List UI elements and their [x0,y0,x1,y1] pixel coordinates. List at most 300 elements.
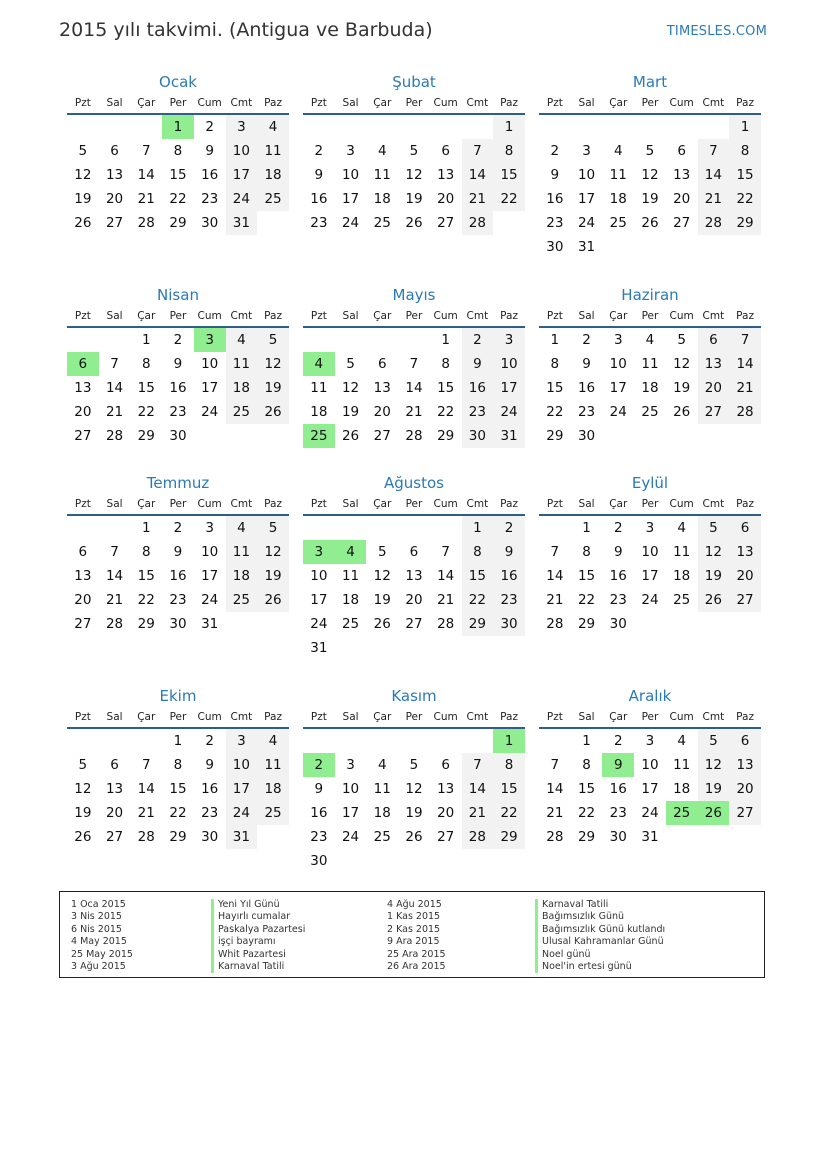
weekday-header [67,93,289,115]
day-cell: 5 [698,729,730,753]
weekday-header [67,494,289,516]
weekday-label: Cum [197,97,222,109]
month-7 [67,472,289,636]
day-cell: 10 [493,352,525,376]
day-cell: 3 [346,757,355,773]
day-cell: 9 [314,781,324,797]
day-cell: 15 [437,380,455,396]
weekday-label: Çar [373,711,392,723]
day-cell: 27 [729,588,761,612]
weekday-label: Cmt [466,97,489,109]
weekday-label: Sal [106,498,123,510]
week-row [303,115,525,139]
day-cell: 29 [546,428,564,444]
empty-day-cell [571,115,603,139]
day-cell: 26 [698,801,730,825]
day-cell: 7 [550,757,560,773]
empty-day-cell [462,729,494,753]
empty-day-cell [398,516,430,540]
weekday-label: Cum [433,97,458,109]
day-cell: 1 [582,733,591,749]
weekday-label: Per [405,310,423,322]
legend-holiday-name: Karnaval Tatili [535,899,665,911]
weekday-label: Paz [736,498,754,510]
weekday-label: Paz [500,498,518,510]
day-cell: 29 [169,829,187,845]
day-cell: 28 [698,211,730,235]
day-cell: 16 [546,191,564,207]
weekday-label: Cmt [466,498,489,510]
weekday-label: Paz [500,97,518,109]
day-cell: 2 [303,753,335,777]
empty-day-cell [366,729,398,753]
empty-day-cell [666,612,698,636]
day-cell: 13 [105,167,124,183]
weekday-header [539,707,761,729]
day-cell: 24 [493,400,525,424]
day-cell: 28 [137,829,155,845]
day-cell: 3 [582,143,591,159]
empty-day-cell [67,328,99,352]
month-name: Aralık [628,687,672,705]
day-cell: 29 [437,428,455,444]
weekday-label: Cmt [466,310,489,322]
empty-day-cell [303,516,335,540]
weekday-label: Çar [373,97,392,109]
empty-day-cell [634,235,666,259]
day-cell: 10 [201,356,219,372]
day-cell: 11 [673,544,691,560]
day-cell: 23 [201,805,219,821]
legend-date: 1 Kas 2015 [387,911,441,923]
day-cell: 4 [226,516,258,540]
week-row [67,801,289,825]
empty-day-cell [335,729,367,753]
weekday-label: Sal [342,310,359,322]
day-cell: 24 [641,805,659,821]
week-row [67,753,289,777]
day-cell: 9 [173,356,183,372]
day-cell: 9 [205,757,214,773]
day-cell: 28 [437,616,455,632]
weekday-label: Pzt [310,711,327,723]
day-cell: 24 [310,616,328,632]
day-cell: 11 [257,753,289,777]
day-cell: 25 [373,829,391,845]
day-cell: 20 [729,777,761,801]
day-cell: 11 [373,781,391,797]
weekday-header [303,707,525,729]
empty-day-cell [666,235,698,259]
day-cell: 17 [201,380,219,396]
day-cell: 19 [673,380,691,396]
day-cell: 6 [78,544,88,560]
day-cell: 19 [698,564,730,588]
day-cell: 12 [257,540,289,564]
weekday-label: Sal [106,711,123,723]
empty-day-cell [602,424,634,448]
day-cell: 29 [577,616,596,632]
empty-day-cell [99,729,131,753]
day-cell: 21 [437,592,455,608]
day-cell: 29 [137,428,155,444]
legend-date: 4 May 2015 [71,936,127,948]
day-cell: 2 [205,119,214,135]
day-cell: 29 [137,616,155,632]
month-name: Kasım [391,687,437,705]
empty-day-cell [130,729,162,753]
week-row [67,211,289,235]
weekday-label: Cum [669,310,694,322]
weekday-label: Cum [197,711,222,723]
day-cell: 31 [310,640,328,656]
legend-holiday-name: Noel'in ertesi günü [535,961,665,973]
day-cell: 23 [310,829,328,845]
day-cell: 20 [105,191,124,207]
day-cell: 27 [673,215,691,231]
day-cell: 21 [405,404,423,420]
day-cell: 3 [645,733,655,749]
empty-day-cell [698,612,730,636]
day-cell: 4 [677,733,686,749]
day-cell: 18 [226,564,258,588]
day-cell: 4 [257,729,289,753]
weekday-label: Pzt [310,498,327,510]
day-cell: 23 [201,191,219,207]
weekday-label: Pzt [546,97,563,109]
day-cell: 5 [346,356,355,372]
weekday-label: Per [169,711,187,723]
day-cell: 12 [257,352,289,376]
day-cell: 11 [609,167,627,183]
month-name: Nisan [157,286,199,304]
legend-holiday-name: Hayırlı cumalar [211,911,305,923]
weekday-label: Cmt [702,711,725,723]
day-cell: 18 [373,805,391,821]
day-cell: 24 [341,829,360,845]
day-cell: 6 [67,352,99,376]
day-cell: 3 [205,520,214,536]
day-cell: 14 [105,380,124,396]
day-cell: 16 [310,191,328,207]
day-cell: 10 [577,167,596,183]
day-cell: 3 [645,520,655,536]
day-cell: 26 [341,428,360,444]
weekday-label: Çar [373,498,392,510]
week-row [303,612,525,636]
day-cell: 1 [493,115,525,139]
day-cell: 7 [110,356,119,372]
month-name: Eylül [631,474,669,492]
day-cell: 7 [462,139,494,163]
day-cell: 13 [698,352,730,376]
day-cell: 7 [141,143,151,159]
day-cell: 26 [257,400,289,424]
empty-day-cell [430,729,462,753]
weekday-label: Sal [578,498,595,510]
legend-holiday-name: Whit Pazartesi [211,949,305,961]
day-cell: 6 [377,356,387,372]
day-cell: 9 [582,356,591,372]
day-cell: 28 [105,428,124,444]
day-cell: 22 [437,404,455,420]
empty-day-cell [335,328,367,352]
month-name: Ekim [159,687,197,705]
day-cell: 13 [405,568,423,584]
day-cell: 5 [409,757,419,773]
day-cell: 9 [462,352,494,376]
day-cell: 18 [341,592,360,608]
day-cell: 2 [493,516,525,540]
legend-dates-column-1 [71,899,133,973]
weekday-label: Cum [433,310,458,322]
day-cell: 24 [201,404,219,420]
week-row [539,612,761,636]
day-cell: 12 [74,781,92,797]
day-cell: 24 [201,592,219,608]
day-cell: 11 [310,380,328,396]
weekday-label: Paz [264,711,282,723]
month-1 [67,71,289,235]
week-row [539,400,761,424]
day-cell: 20 [74,404,92,420]
day-cell: 17 [641,781,659,797]
day-cell: 10 [641,544,659,560]
weekday-label: Cmt [702,498,725,510]
empty-day-cell [257,612,289,636]
legend-holiday-name: Yeni Yıl Günü [211,899,305,911]
day-cell: 10 [341,167,360,183]
day-cell: 6 [729,729,761,753]
day-cell: 3 [226,115,258,139]
day-cell: 12 [341,380,360,396]
legend-names-column-1 [211,899,305,973]
day-cell: 8 [493,753,525,777]
legend-date: 1 Oca 2015 [71,899,126,910]
day-cell: 25 [257,801,289,825]
day-cell: 19 [698,777,730,801]
day-cell: 4 [645,332,655,348]
day-cell: 17 [641,568,659,584]
month-2 [303,71,525,235]
week-row [67,424,289,448]
day-cell: 1 [141,332,151,348]
weekday-label: Pzt [546,498,563,510]
day-cell: 8 [141,356,151,372]
empty-day-cell [257,825,289,849]
empty-day-cell [303,115,335,139]
day-cell: 25 [673,592,691,608]
day-cell: 6 [441,757,450,773]
day-cell: 30 [169,428,187,444]
day-cell: 19 [641,191,659,207]
day-cell: 29 [729,211,761,235]
day-cell: 9 [602,753,634,777]
day-cell: 8 [729,139,761,163]
day-cell: 27 [437,215,455,231]
month-9 [539,472,761,636]
weekday-label: Çar [137,310,156,322]
day-cell: 18 [641,380,659,396]
week-row [303,540,525,564]
weekday-label: Per [169,310,187,322]
day-cell: 20 [405,592,423,608]
day-cell: 11 [341,568,360,584]
day-cell: 27 [105,829,124,845]
day-cell: 27 [405,616,423,632]
day-cell: 6 [698,328,730,352]
day-cell: 15 [546,380,564,396]
day-cell: 8 [493,139,525,163]
empty-day-cell [698,825,730,849]
day-cell: 7 [462,753,494,777]
day-cell: 24 [226,801,258,825]
month-3 [539,71,761,259]
weekday-label: Çar [609,711,628,723]
day-cell: 27 [74,616,92,632]
day-cell: 25 [609,215,627,231]
month-4 [67,284,289,448]
weekday-label: Çar [609,498,628,510]
month-6 [539,284,761,448]
day-cell: 2 [173,332,183,348]
day-cell: 1 [173,733,183,749]
day-cell: 15 [577,781,596,797]
day-cell: 24 [577,215,596,231]
day-cell: 9 [550,167,560,183]
day-cell: 14 [105,568,124,584]
empty-day-cell [366,115,398,139]
day-cell: 3 [613,332,623,348]
day-cell: 23 [577,404,596,420]
day-cell: 31 [226,211,258,235]
day-cell: 21 [546,592,564,608]
weekday-label: Per [641,310,659,322]
day-cell: 19 [74,191,92,207]
day-cell: 18 [310,404,328,420]
weekday-label: Per [405,711,423,723]
weekday-label: Cum [433,498,458,510]
day-cell: 16 [493,564,525,588]
day-cell: 6 [110,757,119,773]
day-cell: 8 [582,757,591,773]
month-name: Temmuz [146,474,210,492]
weekday-label: Cmt [466,711,489,723]
week-row [67,540,289,564]
day-cell: 27 [698,400,730,424]
weekday-label: Paz [264,310,282,322]
weekday-label: Sal [578,97,595,109]
empty-day-cell [366,849,398,873]
empty-day-cell [130,115,162,139]
day-cell: 23 [310,215,328,231]
month-name: Haziran [621,286,679,304]
day-cell: 21 [729,376,761,400]
site-logo[interactable]: TIMESLES.COM [666,24,767,39]
day-cell: 16 [609,568,627,584]
week-row [539,516,761,540]
day-cell: 27 [729,801,761,825]
empty-day-cell [335,636,367,660]
weekday-label: Per [169,97,187,109]
weekday-header [539,306,761,328]
day-cell: 4 [335,540,367,564]
day-cell: 1 [441,332,450,348]
day-cell: 22 [169,805,187,821]
day-cell: 14 [462,777,494,801]
weekday-label: Paz [264,97,282,109]
day-cell: 14 [137,167,155,183]
day-cell: 25 [341,616,360,632]
day-cell: 4 [226,328,258,352]
weekday-label: Sal [342,711,359,723]
day-cell: 11 [373,167,391,183]
week-row [303,187,525,211]
week-row [67,328,289,352]
day-cell: 28 [137,215,155,231]
week-row [539,801,761,825]
day-cell: 26 [698,588,730,612]
day-cell: 15 [462,564,494,588]
day-cell: 28 [405,428,423,444]
empty-day-cell [666,825,698,849]
day-cell: 19 [373,592,391,608]
day-cell: 30 [577,428,596,444]
day-cell: 6 [441,143,450,159]
day-cell: 17 [226,777,258,801]
day-cell: 12 [405,781,423,797]
day-cell: 7 [698,139,730,163]
day-cell: 5 [645,143,655,159]
day-cell: 26 [74,829,92,845]
day-cell: 28 [105,616,124,632]
day-cell: 23 [609,592,627,608]
legend-date: 26 Ara 2015 [387,960,446,972]
empty-day-cell [366,328,398,352]
month-10 [67,685,289,849]
day-cell: 19 [257,376,289,400]
day-cell: 30 [201,829,219,845]
weekday-label: Paz [736,711,754,723]
empty-day-cell [398,115,430,139]
empty-day-cell [634,612,666,636]
empty-day-cell [729,612,761,636]
day-cell: 12 [673,356,691,372]
empty-day-cell [698,235,730,259]
weekday-label: Çar [609,97,628,109]
weekday-label: Paz [500,310,518,322]
day-cell: 30 [609,829,627,845]
day-cell: 22 [577,592,596,608]
day-cell: 13 [105,781,124,797]
week-row [539,187,761,211]
day-cell: 20 [673,191,691,207]
day-cell: 15 [493,163,525,187]
day-cell: 15 [169,167,187,183]
day-cell: 14 [437,568,455,584]
empty-day-cell [634,424,666,448]
day-cell: 21 [137,805,155,821]
day-cell: 13 [729,540,761,564]
day-cell: 12 [373,568,391,584]
day-cell: 30 [462,424,494,448]
day-cell: 24 [226,187,258,211]
day-cell: 23 [609,805,627,821]
day-cell: 24 [341,215,360,231]
weekday-label: Sal [578,310,595,322]
week-row [303,163,525,187]
empty-day-cell [99,115,131,139]
